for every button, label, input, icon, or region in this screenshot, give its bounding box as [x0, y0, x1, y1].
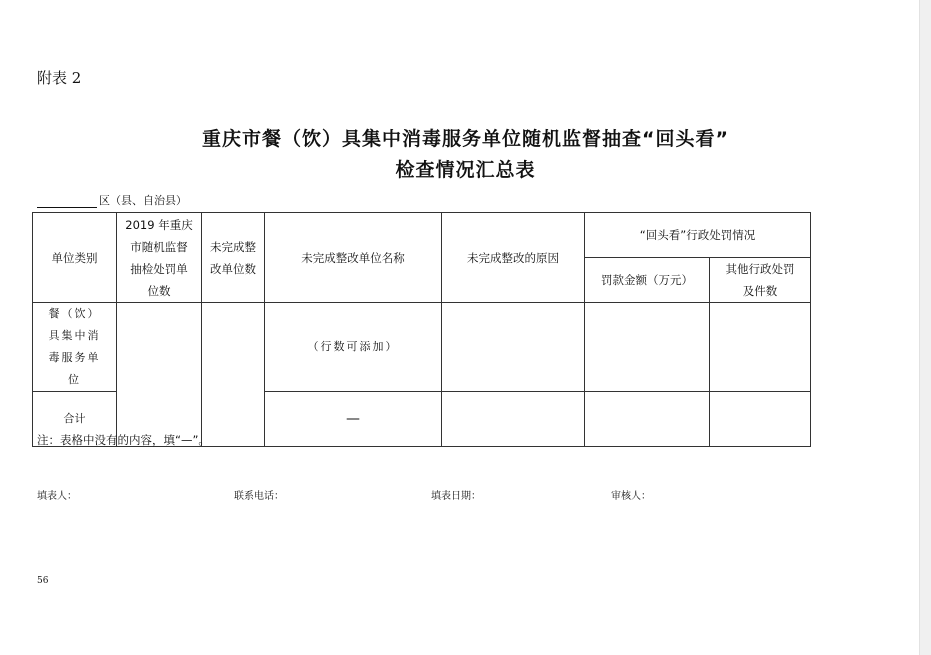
header-unfinished-count: 未完成整改单位数: [202, 213, 265, 303]
cell-other-penalties[interactable]: [710, 303, 811, 392]
signature-phone: 联系电话：: [234, 491, 284, 502]
cell-unfinished-count[interactable]: [202, 303, 265, 447]
vertical-scrollbar[interactable]: [919, 0, 931, 655]
cell-fine-amount[interactable]: [585, 303, 710, 392]
cell-unfinished-names: （行数可添加）: [265, 303, 442, 392]
title-line-1: 重庆市餐（饮）具集中消毒服务单位随机监督抽查“回头看”: [202, 128, 729, 150]
title-line-2: 检查情况汇总表: [395, 159, 536, 181]
header-review-group: “回头看”行政处罚情况: [585, 213, 811, 258]
header-fine-amount: 罚款金额（万元）: [585, 258, 710, 303]
header-unfinished-names: 未完成整改单位名称: [265, 213, 442, 303]
header-reasons: 未完成整改的原因: [442, 213, 585, 303]
cell-total-fine[interactable]: [585, 392, 710, 447]
district-label: 区（县、自治县）: [99, 194, 187, 207]
header-other-penalties: 其他行政处罚及件数: [710, 258, 811, 303]
page-number: 56: [37, 576, 49, 586]
signature-filler: 填表人：: [37, 491, 77, 502]
header-category: 单位类别: [33, 213, 117, 303]
cell-reasons[interactable]: [442, 303, 585, 392]
signature-date: 填表日期：: [431, 491, 481, 502]
table-note: 注：表格中没有的内容，填“—”。: [37, 433, 210, 447]
cell-total-reasons[interactable]: [442, 392, 585, 447]
row-category-total: 合计: [33, 392, 117, 447]
district-line: [37, 192, 187, 208]
attachment-label: 附表 2: [37, 69, 82, 87]
signature-reviewer: 审核人：: [611, 491, 651, 502]
summary-table: [32, 212, 811, 447]
cell-penalized-count[interactable]: [117, 303, 202, 447]
cell-total-names: —: [265, 392, 442, 447]
header-penalized-count: 2019 年重庆市随机监督抽检处罚单位数: [117, 213, 202, 303]
district-blank: [37, 195, 97, 208]
cell-total-other[interactable]: [710, 392, 811, 447]
row-category-catering: 餐（饮）具集中消毒服务单位: [33, 303, 117, 392]
